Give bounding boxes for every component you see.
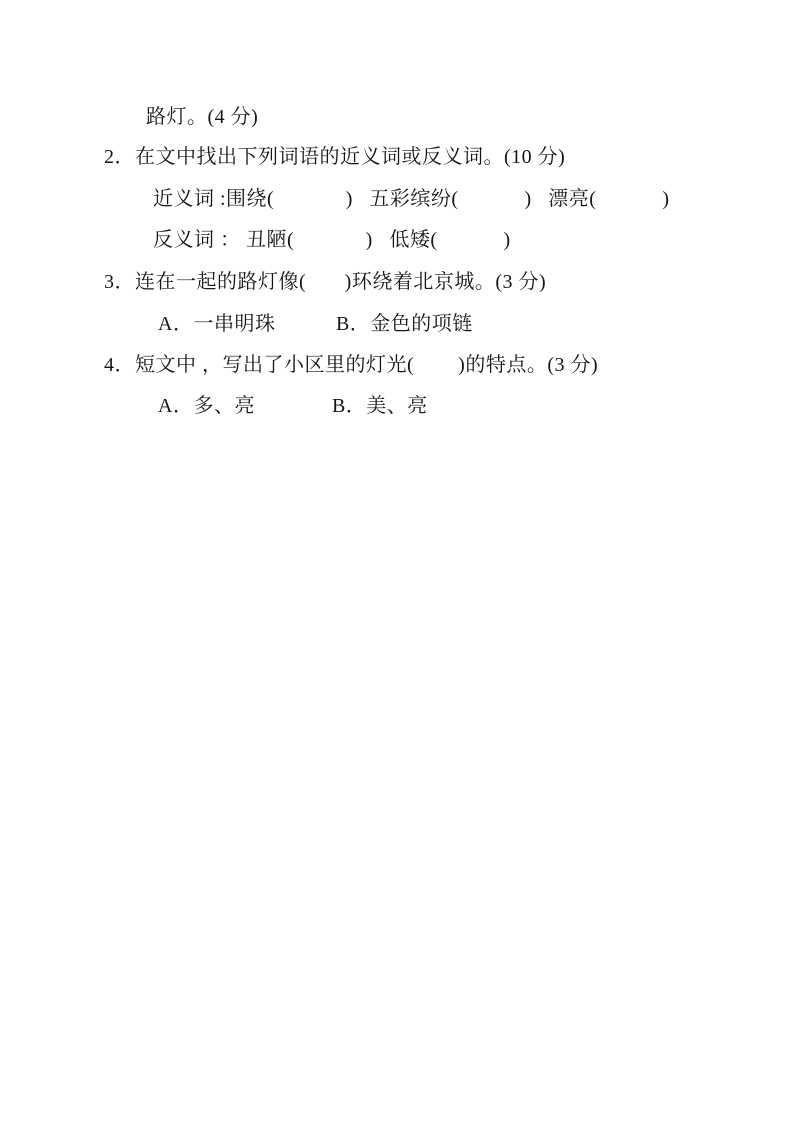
question2-antonyms-line: 反义词 ： 丑陋( ) 低矮( ) <box>153 229 511 251</box>
question4-options-line: A．多、亮 B．美、亮 <box>158 395 428 417</box>
question3-stem: 3．连在一起的路灯像( )环绕着北京城。(3 分) <box>104 271 547 293</box>
question1-continuation-text: 路灯。(4 分) <box>146 106 259 128</box>
question3-options-line: A．一串明珠 B．金色的项链 <box>158 313 473 335</box>
question4-stem: 4．短文中 ，写出了小区里的灯光( )的特点。(3 分) <box>104 354 599 376</box>
question2-stem: 2．在文中找出下列词语的近义词或反义词。(10 分) <box>104 146 566 168</box>
question2-synonyms-line: 近义词 :围绕( ) 五彩缤纷( ) 漂亮( ) <box>153 188 670 210</box>
